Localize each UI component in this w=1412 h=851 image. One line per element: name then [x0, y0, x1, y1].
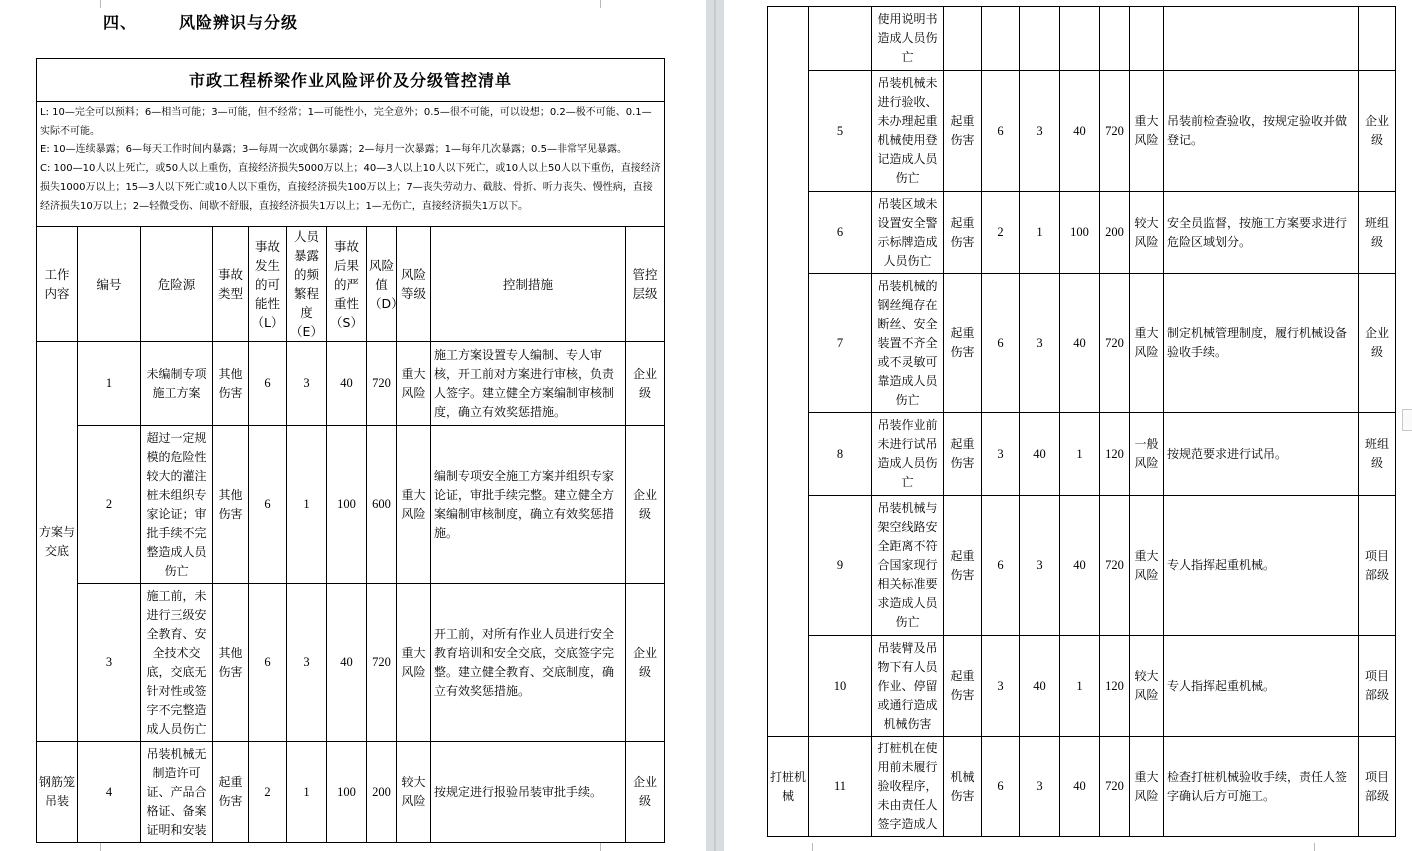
row-hazard: 吊装臂及吊物下有人员作业、停留或通行造成机械伤害 [872, 636, 944, 737]
row-s: 40 [327, 342, 367, 426]
row-l: 6 [249, 342, 287, 426]
row-l [982, 7, 1020, 71]
row-tier: 企业级 [626, 742, 665, 843]
row-hazard: 吊装机械无制造许可证、产品合格证、备案证明和安装 [141, 742, 213, 843]
row-type: 起重伤害 [213, 742, 249, 843]
table-row [768, 636, 1396, 737]
row-hazard: 超过一定规模的危险性较大的灌注桩未组织专家论证；审批手续不完整造成人员伤亡 [141, 426, 213, 584]
row-control: 编制专项安全施工方案并组织专家论证，审批手续完整。建立健全方案编制审核制度，确立有效奖惩措施。 [431, 426, 626, 584]
row-d: 720 [1100, 496, 1130, 636]
row-hazard: 使用说明书造成人员伤亡 [872, 7, 944, 71]
table-row [37, 342, 665, 426]
row-no: 2 [78, 426, 141, 584]
row-hazard: 打桩机在使用前未履行验收程序，未由责任人签字造成人 [872, 737, 944, 837]
header-level: 风险等级 [397, 227, 431, 342]
row-e: 3 [287, 584, 327, 742]
group-cell: 钢筋笼吊装 [37, 742, 78, 843]
page-divider [714, 0, 716, 851]
row-e [1020, 7, 1060, 71]
row-l: 3 [982, 636, 1020, 737]
row-l: 6 [982, 274, 1020, 413]
row-type: 起重伤害 [944, 274, 982, 413]
header-s: 事故后果的严重性（S） [327, 227, 367, 342]
row-hazard: 吊装机械未进行验收、未办理起重机械使用登记造成人员伤亡 [872, 71, 944, 192]
row-hazard: 吊装作业前未进行试吊造成人员伤亡 [872, 413, 944, 496]
row-tier: 企业级 [626, 584, 665, 742]
row-hazard: 未编制专项施工方案 [141, 342, 213, 426]
row-no: 6 [809, 192, 872, 274]
row-d: 600 [367, 426, 397, 584]
row-s [1060, 7, 1100, 71]
row-l: 2 [982, 192, 1020, 274]
section-number: 四、 [103, 13, 138, 32]
row-tier: 企业级 [626, 426, 665, 584]
row-control: 开工前，对所有作业人员进行安全教育培训和安全交底，交底签字完整。建立健全教育、交底制度，确立有效奖惩措施。 [431, 584, 626, 742]
row-l: 6 [982, 71, 1020, 192]
row-s: 1 [1060, 413, 1100, 496]
row-s: 40 [327, 584, 367, 742]
row-no: 10 [809, 636, 872, 737]
row-no [809, 7, 872, 71]
risk-table-left [36, 58, 665, 843]
row-e: 3 [1020, 737, 1060, 837]
row-s: 100 [327, 426, 367, 584]
row-level: 重大风险 [1130, 737, 1164, 837]
page-corner-mark [92, 843, 101, 851]
row-tier: 企业级 [1359, 274, 1396, 413]
row-hazard: 吊装机械的钢丝绳存在断丝、安全装置不齐全或不灵敏可靠造成人员伤亡 [872, 274, 944, 413]
row-type: 其他伤害 [213, 342, 249, 426]
row-d: 200 [1100, 192, 1130, 274]
row-type: 起重伤害 [944, 496, 982, 636]
row-e: 40 [1020, 636, 1060, 737]
page-corner-mark [600, 843, 609, 851]
row-no: 3 [78, 584, 141, 742]
group-cell: 打桩机械 [768, 737, 809, 837]
header-tier: 管控层级 [626, 227, 665, 342]
table-title: 市政工程桥梁作业风险评价及分级管控清单 [37, 59, 665, 102]
row-s: 40 [1060, 274, 1100, 413]
row-l: 6 [982, 737, 1020, 837]
row-control [1164, 7, 1359, 71]
row-d: 720 [367, 342, 397, 426]
row-type: 起重伤害 [944, 636, 982, 737]
row-e: 1 [287, 426, 327, 584]
row-e: 3 [1020, 496, 1060, 636]
row-l: 6 [249, 426, 287, 584]
row-tier: 班组级 [1359, 192, 1396, 274]
legend-c: C: 100—10人以上死亡，或50人以上重伤，直接经济损失5000万以上；40—3人以上10人以下死亡，或10人以上50人以下重伤，直接经济损失1000万以上；15—3人以下死亡或10人以下重伤，直接经济损失100万以上；7—丧失劳动力、截肢、骨折、听力丧失、慢性病，直接经济损失10万以上；2—轻微受伤、间歇不舒服，直接经济损失1万以上；1—无伤亡，直接经济损失1万以下。 [40, 163, 661, 212]
header-hazard: 危险源 [141, 227, 213, 342]
section-title: 风险辨识与分级 [179, 13, 299, 32]
row-s: 40 [1060, 496, 1100, 636]
row-l: 6 [982, 496, 1020, 636]
table-row [768, 413, 1396, 496]
table-row [768, 274, 1396, 413]
row-control: 按规范要求进行试吊。 [1164, 413, 1359, 496]
row-tier: 企业级 [626, 342, 665, 426]
row-level: 较大风险 [1130, 636, 1164, 737]
legend-block [37, 102, 665, 227]
row-d: 720 [1100, 274, 1130, 413]
row-d: 120 [1100, 636, 1130, 737]
table-row [768, 7, 1396, 71]
row-no: 5 [809, 71, 872, 192]
header-type: 事故类型 [213, 227, 249, 342]
row-type: 起重伤害 [944, 413, 982, 496]
legend-l: L: 10—完全可以预料；6—相当可能；3—可能，但不经常；1—可能性小，完全意外；0.5—很不可能，可以设想；0.2—极不可能、0.1—实际不可能。 [40, 107, 652, 137]
scroll-side-tab[interactable] [1402, 409, 1412, 431]
row-level: 重大风险 [397, 426, 431, 584]
group-cell [768, 7, 809, 737]
row-e: 40 [1020, 413, 1060, 496]
row-hazard: 吊装机械与架空线路安全距离不符合国家现行相关标准要求造成人员伤亡 [872, 496, 944, 636]
row-d: 720 [1100, 71, 1130, 192]
row-level: 一般风险 [1130, 413, 1164, 496]
row-level: 重大风险 [397, 584, 431, 742]
row-control: 专人指挥起重机械。 [1164, 636, 1359, 737]
row-no: 4 [78, 742, 141, 843]
row-s: 40 [1060, 737, 1100, 837]
header-e: 人员暴露的频繁程度（E） [287, 227, 327, 342]
row-tier: 项目部级 [1359, 496, 1396, 636]
row-no: 9 [809, 496, 872, 636]
row-e: 3 [1020, 71, 1060, 192]
row-e: 3 [1020, 274, 1060, 413]
page-corner-mark [600, 0, 609, 8]
row-tier [1359, 7, 1396, 71]
row-level: 较大风险 [1130, 192, 1164, 274]
row-control: 检查打桩机械验收手续，责任人签字确认后方可施工。 [1164, 737, 1359, 837]
row-s: 100 [327, 742, 367, 843]
row-tier: 班组级 [1359, 413, 1396, 496]
table-row [37, 742, 665, 843]
risk-table-right [767, 6, 1396, 837]
row-level: 重大风险 [1130, 496, 1164, 636]
table-row [37, 426, 665, 584]
row-l: 3 [982, 413, 1020, 496]
table-row [37, 584, 665, 742]
row-control: 按规定进行报验吊装审批手续。 [431, 742, 626, 843]
row-hazard: 吊装区域未设置安全警示标牌造成人员伤亡 [872, 192, 944, 274]
row-control: 吊装前检查验收，按规定验收并做登记。 [1164, 71, 1359, 192]
table-row [768, 496, 1396, 636]
row-level [1130, 7, 1164, 71]
row-s: 100 [1060, 192, 1100, 274]
row-e: 3 [287, 342, 327, 426]
row-no: 8 [809, 413, 872, 496]
group-cell: 方案与交底 [37, 342, 78, 742]
page-corner-mark [1314, 843, 1323, 851]
row-type: 起重伤害 [944, 71, 982, 192]
row-l: 2 [249, 742, 287, 843]
row-control: 施工方案设置专人编制、专人审核，开工前对方案进行审核，负责人签字。建立健全方案编制审核制度，确立有效奖惩措施。 [431, 342, 626, 426]
row-d: 200 [367, 742, 397, 843]
row-type: 其他伤害 [213, 584, 249, 742]
page-corner-mark [92, 0, 101, 8]
row-e: 1 [1020, 192, 1060, 274]
row-d: 120 [1100, 413, 1130, 496]
section-heading [103, 10, 298, 33]
row-type: 机械伤害 [944, 737, 982, 837]
row-level: 重大风险 [397, 342, 431, 426]
row-no: 7 [809, 274, 872, 413]
row-control: 专人指挥起重机械。 [1164, 496, 1359, 636]
row-type: 起重伤害 [944, 192, 982, 274]
table-row [768, 192, 1396, 274]
row-l: 6 [249, 584, 287, 742]
row-tier: 企业级 [1359, 71, 1396, 192]
row-level: 较大风险 [397, 742, 431, 843]
row-tier: 项目部级 [1359, 737, 1396, 837]
header-no: 编号 [78, 227, 141, 342]
row-s: 40 [1060, 71, 1100, 192]
table-row [768, 737, 1396, 837]
row-tier: 项目部级 [1359, 636, 1396, 737]
row-type: 其他伤害 [213, 426, 249, 584]
row-s: 1 [1060, 636, 1100, 737]
table-row [768, 71, 1396, 192]
row-d: 720 [367, 584, 397, 742]
header-l: 事故发生的可能性（L） [249, 227, 287, 342]
legend-e: E: 10—连续暴露；6—每天工作时间内暴露；3—每周一次或偶尔暴露；2—每月一次暴露；1—每年几次暴露；0.5—非常罕见暴露。 [40, 144, 627, 156]
header-control: 控制措施 [431, 227, 626, 342]
row-type [944, 7, 982, 71]
row-control: 安全员监督，按施工方案要求进行危险区域划分。 [1164, 192, 1359, 274]
header-d: 风险值（D） [367, 227, 397, 342]
row-d [1100, 7, 1130, 71]
header-work: 工作内容 [37, 227, 78, 342]
row-no: 1 [78, 342, 141, 426]
row-control: 制定机械管理制度，履行机械设备验收手续。 [1164, 274, 1359, 413]
table-header-row [37, 227, 665, 342]
row-d: 720 [1100, 737, 1130, 837]
row-no: 11 [809, 737, 872, 837]
page-corner-mark [804, 843, 813, 851]
row-level: 重大风险 [1130, 274, 1164, 413]
row-level: 重大风险 [1130, 71, 1164, 192]
row-hazard: 施工前，未进行三级安全教育、安全技术交底，交底无针对性或签字不完整造成人员伤亡 [141, 584, 213, 742]
row-e: 1 [287, 742, 327, 843]
